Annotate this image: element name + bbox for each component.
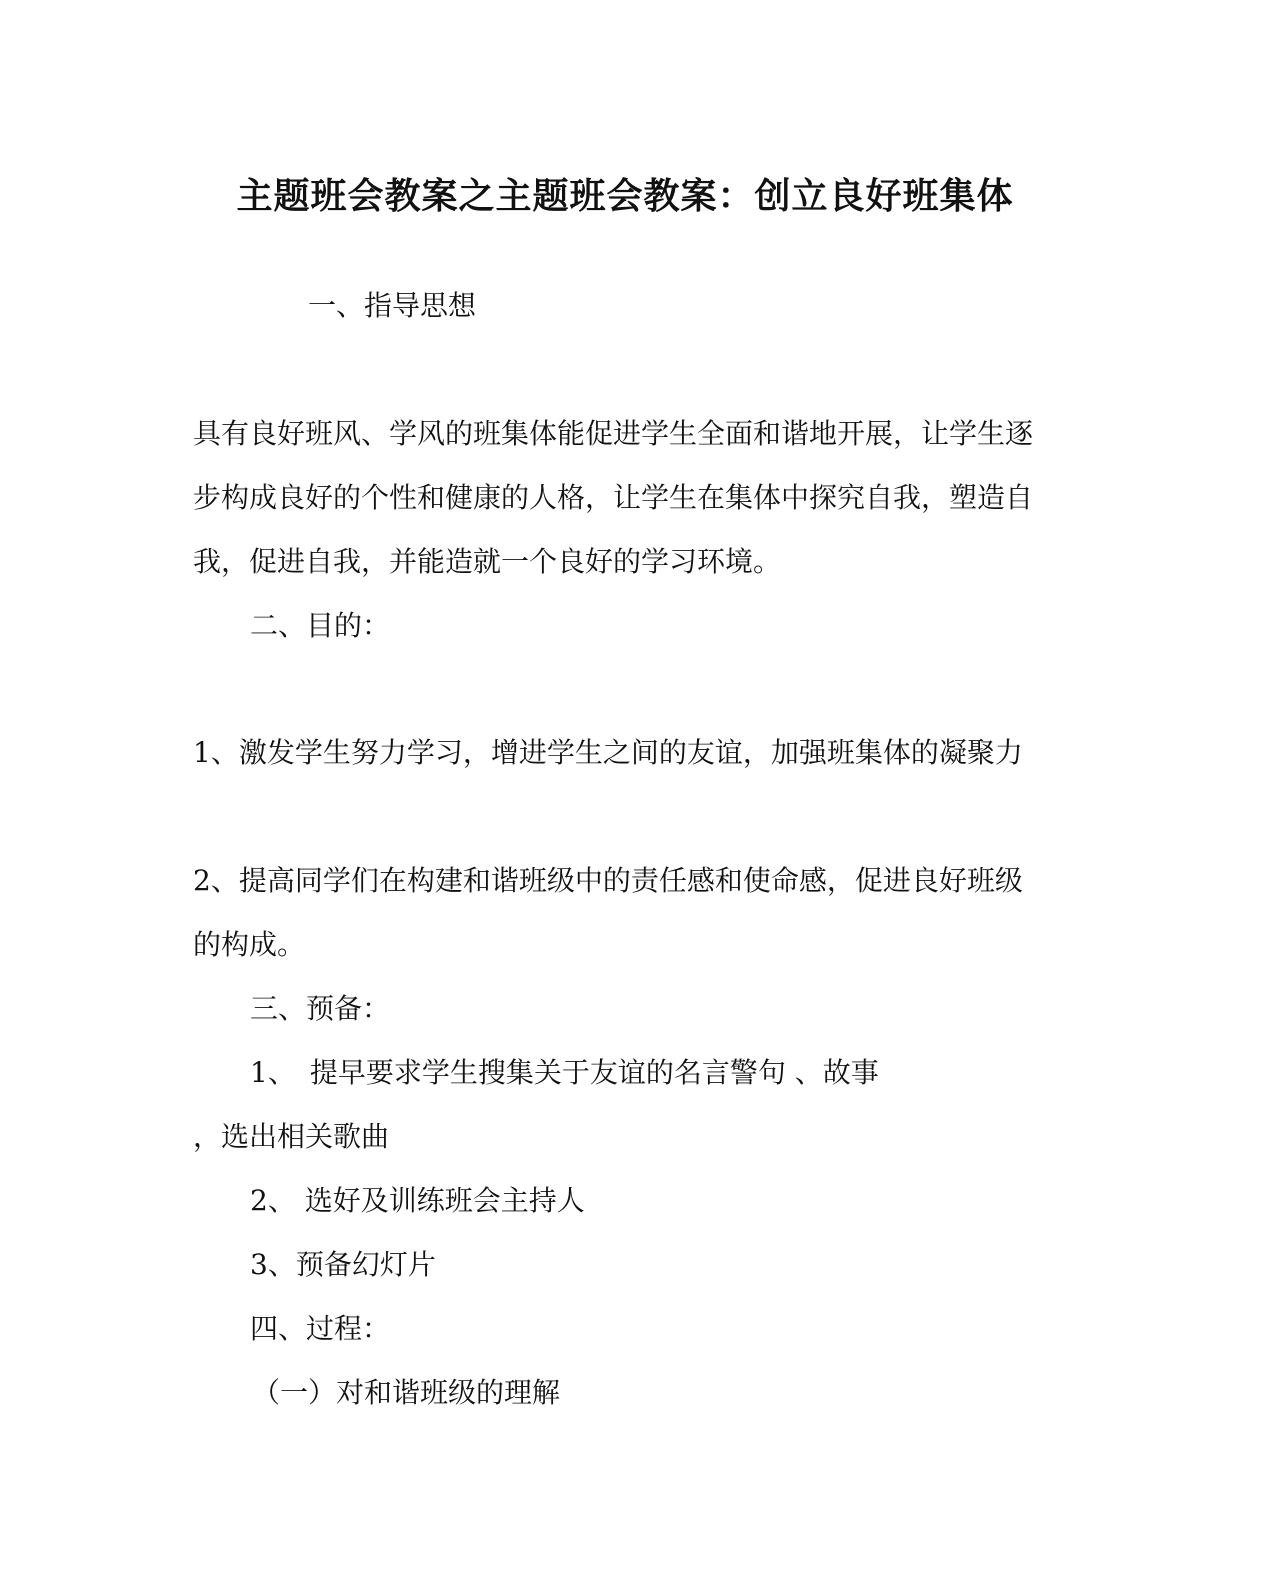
list-item: 2、提高同学们在构建和谐班级中的责任感和使命感，促进良好班级 xyxy=(193,864,1023,897)
paragraph-line: 步构成良好的个性和健康的人格，让学生在集体中探究自我，塑造自 xyxy=(193,481,1034,514)
section-heading-preparation: 三、预备： xyxy=(250,992,391,1025)
list-item: 1、 提早要求学生搜集关于友谊的名言警句 、故事 xyxy=(250,1056,879,1089)
section-heading-process: 四、过程： xyxy=(250,1312,391,1345)
list-item-continuation: 的构成。 xyxy=(193,928,306,961)
section-heading-guiding-ideology: 一、指导思想 xyxy=(308,289,477,322)
paragraph-line: 具有良好班风、学风的班集体能促进学生全面和谐地开展，让学生逐 xyxy=(193,417,1034,450)
list-item-continuation: ，选出相关歌曲 xyxy=(193,1120,390,1153)
section-heading-purpose: 二、目的： xyxy=(250,609,391,642)
document-title: 主题班会教案之主题班会教案：创立良好班集体 xyxy=(236,175,1014,217)
list-item: 1、激发学生努力学习，增进学生之间的友谊，加强班集体的凝聚力 xyxy=(193,736,1023,769)
list-item: 2、 选好及训练班会主持人 xyxy=(250,1184,585,1217)
list-item: 3、预备幻灯片 xyxy=(250,1248,436,1281)
subsection-heading: （一）对和谐班级的理解 xyxy=(252,1376,561,1409)
paragraph-line: 我，促进自我，并能造就一个良好的学习环境。 xyxy=(193,545,782,578)
